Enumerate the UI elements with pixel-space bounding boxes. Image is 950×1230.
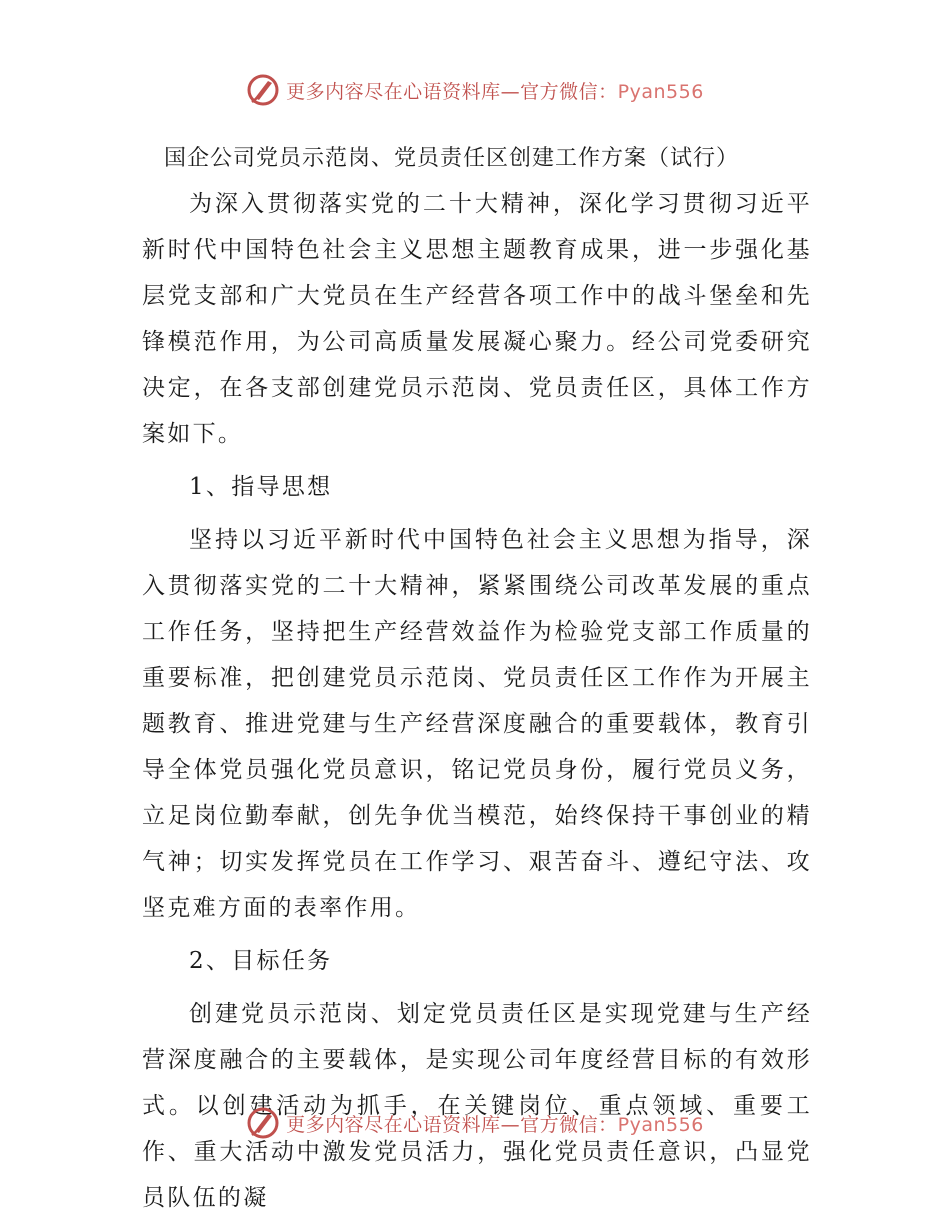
watermark-bottom bbox=[0, 1103, 950, 1143]
section-body-objectives: 创建党员示范岗、划定党员责任区是实现党建与生产经营深度融合的主要载体，是实现公司年度经营目标的有效形式。以创建活动为抓手，在关键岗位、重点领域、重要工作、重大活动中激发党员活力，强化党员责任意识，凸显党员队伍的凝 bbox=[142, 1001, 812, 1211]
watermark-text bbox=[286, 1110, 704, 1137]
watermark-text bbox=[286, 77, 704, 104]
watermark-wechat-id: Pyan556 bbox=[617, 1113, 704, 1136]
document-body bbox=[142, 181, 812, 1221]
quill-seal-icon bbox=[246, 73, 280, 107]
watermark-wechat-id: Pyan556 bbox=[617, 80, 704, 103]
quill-seal-icon bbox=[246, 1106, 280, 1140]
document-title: 国企公司党员示范岗、党员责任区创建工作方案（试行） bbox=[164, 146, 740, 171]
intro-paragraph: 为深入贯彻落实党的二十大精神，深化学习贯彻习近平新时代中国特色社会主义思想主题教育成果，进一步强化基层党支部和广大党员在生产经营各项工作中的战斗堡垒和先锋模范作用，为公司高质量发展凝心聚力。经公司党委研究决定，在各支部创建党员示范岗、党员责任区，具体工作方案如下。 bbox=[142, 191, 812, 447]
section-heading-objectives: 2、目标任务 bbox=[189, 948, 333, 974]
watermark-label: 更多内容尽在心语资料库—官方微信： bbox=[286, 80, 618, 103]
watermark-label: 更多内容尽在心语资料库—官方微信： bbox=[286, 1113, 618, 1136]
section-body-guiding-thought: 坚持以习近平新时代中国特色社会主义思想为指导，深入贯彻落实党的二十大精神，紧紧围绕公司改革发展的重点工作任务，坚持把生产经营效益作为检验党支部工作质量的重要标准，把创建党员示范岗、党员责任区工作作为开展主题教育、推进党建与生产经营深度融合的重要载体，教育引导全体党员强化党员意识，铭记党员身份，履行党员义务，立足岗位勤奉献，创先争优当模范，始终保持干事创业的精气神；切实发挥党员在工作学习、艰苦奋斗、遵纪守法、攻坚克难方面的表率作用。 bbox=[142, 527, 812, 921]
watermark-top bbox=[0, 70, 950, 110]
section-heading-guiding-thought: 1、指导思想 bbox=[189, 474, 333, 500]
